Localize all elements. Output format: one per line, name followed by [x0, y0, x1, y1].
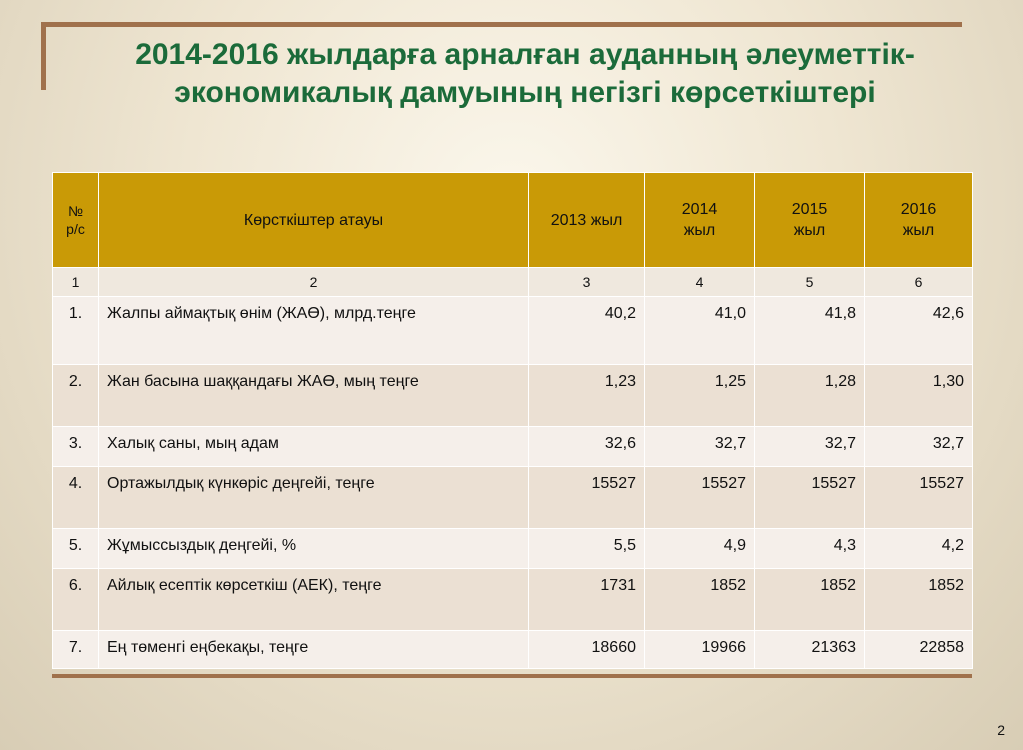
value-2016: 1852 [865, 569, 973, 631]
row-number: 2. [53, 365, 99, 427]
indicator-name: Ең төменгі еңбекақы, теңге [99, 631, 529, 669]
value-2016: 4,2 [865, 529, 973, 569]
table-row [53, 569, 973, 631]
value-2013: 40,2 [529, 297, 645, 365]
row-number: 1. [53, 297, 99, 365]
table-row [53, 467, 973, 529]
table-row [53, 631, 973, 669]
frame-left-bar [41, 22, 46, 90]
value-2013: 15527 [529, 467, 645, 529]
indicator-name: Жалпы аймақтық өнім (ЖАӨ), млрд.теңге [99, 297, 529, 365]
header-number-line2: р/с [66, 221, 85, 237]
column-number: 6 [865, 268, 973, 297]
indicator-name: Жұмыссыздық деңгейі, % [99, 529, 529, 569]
indicator-name: Айлық есептік көрсеткіш (АЕК), теңге [99, 569, 529, 631]
column-number: 2 [99, 268, 529, 297]
column-number: 1 [53, 268, 99, 297]
table-row [53, 529, 973, 569]
column-number: 5 [755, 268, 865, 297]
header-2015-line1: 2015 [791, 201, 828, 218]
header-2014-line2: жыл [683, 222, 716, 239]
header-2015-line2: жыл [793, 222, 826, 239]
row-number: 3. [53, 427, 99, 467]
table-row [53, 365, 973, 427]
value-2015: 41,8 [755, 297, 865, 365]
value-2014: 15527 [645, 467, 755, 529]
indicator-name: Ортажылдық күнкөріс деңгейі, теңге [99, 467, 529, 529]
header-2016-line2: жыл [902, 222, 935, 239]
row-number: 7. [53, 631, 99, 669]
table-bottom-rule [52, 674, 972, 678]
indicator-name: Халық саны, мың адам [99, 427, 529, 467]
column-number: 3 [529, 268, 645, 297]
value-2014: 4,9 [645, 529, 755, 569]
header-2013: 2013 жыл [529, 173, 645, 268]
value-2015: 15527 [755, 467, 865, 529]
row-number: 6. [53, 569, 99, 631]
header-2014 [645, 173, 755, 268]
value-2016: 32,7 [865, 427, 973, 467]
value-2014: 1,25 [645, 365, 755, 427]
value-2014: 41,0 [645, 297, 755, 365]
value-2015: 32,7 [755, 427, 865, 467]
header-indicator-name: Көрсткіштер атауы [99, 173, 529, 268]
table-row [53, 297, 973, 365]
table-row [53, 427, 973, 467]
header-2016 [865, 173, 973, 268]
value-2013: 18660 [529, 631, 645, 669]
title-line-2: экономикалық дамуының негізгі көрсеткіштері [174, 76, 876, 109]
value-2014: 19966 [645, 631, 755, 669]
value-2016: 15527 [865, 467, 973, 529]
header-2016-line1: 2016 [900, 201, 937, 218]
value-2013: 5,5 [529, 529, 645, 569]
value-2014: 1852 [645, 569, 755, 631]
value-2016: 42,6 [865, 297, 973, 365]
header-2015 [755, 173, 865, 268]
value-2015: 1852 [755, 569, 865, 631]
column-number-row [53, 268, 973, 297]
row-number: 4. [53, 467, 99, 529]
value-2016: 22858 [865, 631, 973, 669]
indicators-table [52, 172, 973, 669]
title-line-1: 2014-2016 жылдарға арналған ауданның әлеуметтік- [135, 38, 915, 71]
page-title [60, 36, 990, 112]
value-2013: 1731 [529, 569, 645, 631]
indicators-table-container [52, 172, 972, 669]
page-number: 2 [997, 722, 1005, 738]
row-number: 5. [53, 529, 99, 569]
value-2013: 32,6 [529, 427, 645, 467]
frame-top-bar [41, 22, 962, 27]
value-2016: 1,30 [865, 365, 973, 427]
value-2015: 21363 [755, 631, 865, 669]
indicator-name: Жан басына шаққандағы ЖАӨ, мың теңге [99, 365, 529, 427]
value-2014: 32,7 [645, 427, 755, 467]
header-number-line1: № [67, 203, 84, 219]
value-2015: 1,28 [755, 365, 865, 427]
header-row [53, 173, 973, 268]
header-number [53, 173, 99, 268]
header-2014-line1: 2014 [681, 201, 718, 218]
value-2015: 4,3 [755, 529, 865, 569]
value-2013: 1,23 [529, 365, 645, 427]
column-number: 4 [645, 268, 755, 297]
